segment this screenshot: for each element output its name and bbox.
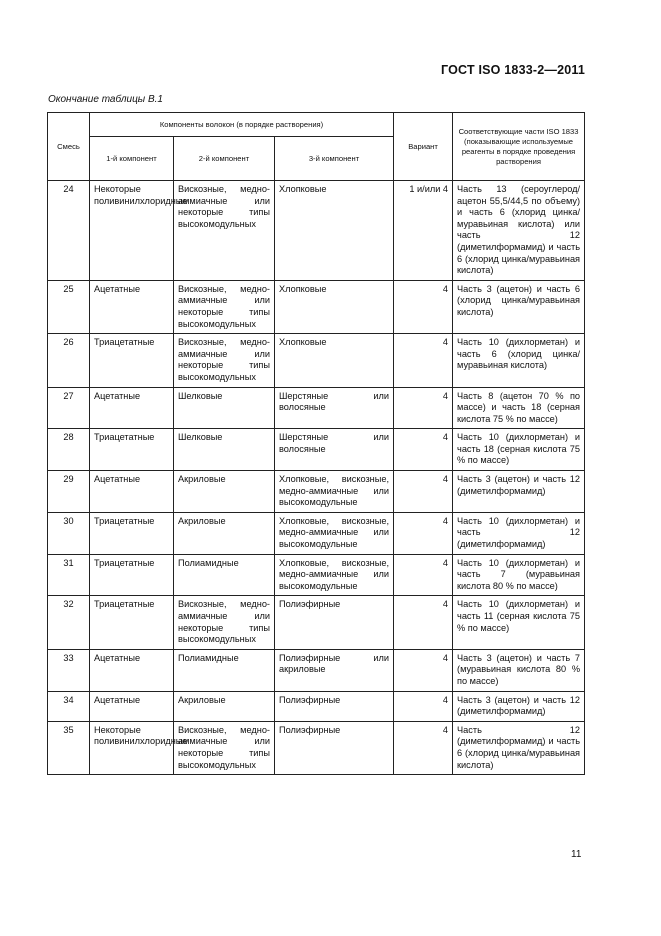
table-row	[48, 181, 585, 281]
mixture-number: 31	[48, 554, 90, 596]
variant: 4	[394, 691, 453, 721]
iso-parts: Часть 3 (ацетон) и часть 12 (диметилформамид)	[453, 471, 585, 513]
component-3: Хлопковые, вискозные, медно-аммиачные или высокомодульные	[275, 554, 394, 596]
iso-parts: Часть 10 (дихлорметан) и часть 12 (диметилформамид)	[453, 512, 585, 554]
component-2: Акриловые	[174, 471, 275, 513]
document-code: ГОСТ ISO 1833-2—2011	[440, 63, 585, 77]
variant: 4	[394, 721, 453, 774]
component-2: Вискозные, медно-аммиачные или некоторые типы высокомодульных	[174, 181, 275, 281]
table-row	[48, 280, 585, 333]
component-2: Вискозные, медно-аммиачные или некоторые типы высокомодульных	[174, 721, 275, 774]
component-1: Триацетатные	[90, 334, 174, 387]
variant: 4	[394, 429, 453, 471]
iso-parts: Часть 13 (сероуглерод/ацетон 55,5/44,5 по объему) и часть 6 (хлорид цинка/муравьиная кислота) или часть 12 (диметилформамид) и часть 6 (хлорид цинка/муравьиная кислота)	[453, 181, 585, 281]
component-2: Акриловые	[174, 512, 275, 554]
table-row	[48, 471, 585, 513]
mixture-number: 35	[48, 721, 90, 774]
mixture-number: 24	[48, 181, 90, 281]
component-2: Полиамидные	[174, 554, 275, 596]
mixture-number: 32	[48, 596, 90, 649]
mixture-number: 27	[48, 387, 90, 429]
component-3: Хлопковые, вискозные, медно-аммиачные или высокомодульные	[275, 471, 394, 513]
table-row	[48, 334, 585, 387]
component-3: Полиэфирные	[275, 596, 394, 649]
table-row	[48, 387, 585, 429]
variant: 4	[394, 387, 453, 429]
variant: 4	[394, 280, 453, 333]
component-1: Ацетатные	[90, 649, 174, 691]
table-row	[48, 512, 585, 554]
component-1: Триацетатные	[90, 596, 174, 649]
component-1: Некоторые поливинилхлоридные	[90, 721, 174, 774]
component-3: Хлопковые, вискозные, медно-аммиачные или высокомодульные	[275, 512, 394, 554]
component-1: Ацетатные	[90, 691, 174, 721]
mixture-number: 33	[48, 649, 90, 691]
component-2: Шелковые	[174, 387, 275, 429]
component-2: Вискозные, медно-аммиачные или некоторые типы высокомодульных	[174, 280, 275, 333]
header-components: Компоненты волокон (в порядке растворения)	[90, 113, 394, 137]
iso-parts: Часть 10 (дихлорметан) и часть 11 (серная кислота 75 % по массе)	[453, 596, 585, 649]
table-row	[48, 596, 585, 649]
variant: 4	[394, 512, 453, 554]
table-row	[48, 721, 585, 774]
table-row	[48, 429, 585, 471]
component-3: Полиэфирные	[275, 721, 394, 774]
mixture-number: 29	[48, 471, 90, 513]
mixture-number: 30	[48, 512, 90, 554]
iso-parts: Часть 8 (ацетон 70 % по массе) и часть 18 (серная кислота 75 % по массе)	[453, 387, 585, 429]
header-variant: Вариант	[394, 113, 453, 181]
table-row	[48, 649, 585, 691]
mixture-number: 28	[48, 429, 90, 471]
component-1: Триацетатные	[90, 554, 174, 596]
component-2: Вискозные, медно-аммиачные или некоторые типы высокомодульных	[174, 334, 275, 387]
component-2: Полиамидные	[174, 649, 275, 691]
iso-parts: Часть 3 (ацетон) и часть 6 (хлорид цинка/муравьиная кислота)	[453, 280, 585, 333]
iso-parts: Часть 10 (дихлорметан) и часть 7 (муравьиная кислота 80 % по массе)	[453, 554, 585, 596]
component-3: Шерстяные или волосяные	[275, 387, 394, 429]
component-1: Триацетатные	[90, 429, 174, 471]
component-2: Вискозные, медно-аммиачные или некоторые типы высокомодульных	[174, 596, 275, 649]
mixture-number: 34	[48, 691, 90, 721]
iso-parts: Часть 10 (дихлорметан) и часть 6 (хлорид цинка/муравьиная кислота)	[453, 334, 585, 387]
variant: 4	[394, 649, 453, 691]
component-3: Полиэфирные или акриловые	[275, 649, 394, 691]
page-number: 11	[571, 849, 582, 860]
table-row	[48, 691, 585, 721]
variant: 4	[394, 554, 453, 596]
component-3: Полиэфирные	[275, 691, 394, 721]
iso-parts: Часть 3 (ацетон) и часть 12 (диметилформамид)	[453, 691, 585, 721]
iso-parts: Часть 10 (дихлорметан) и часть 18 (серная кислота 75 % по массе)	[453, 429, 585, 471]
component-2: Шелковые	[174, 429, 275, 471]
component-1: Некоторые поливинилхлоридные	[90, 181, 174, 281]
variant: 1 и/или 4	[394, 181, 453, 281]
iso-parts: Часть 3 (ацетон) и часть 7 (муравьиная кислота 80 % по массе)	[453, 649, 585, 691]
table-caption: Окончание таблицы В.1	[48, 94, 163, 105]
mixture-number: 26	[48, 334, 90, 387]
header-component-1: 1-й компонент	[90, 137, 174, 181]
header-component-2: 2-й компонент	[174, 137, 275, 181]
header-component-3: 3-й компонент	[275, 137, 394, 181]
component-3: Хлопковые	[275, 334, 394, 387]
table-body	[48, 181, 585, 775]
component-3: Хлопковые	[275, 181, 394, 281]
table-row	[48, 554, 585, 596]
component-2: Акриловые	[174, 691, 275, 721]
header-iso-parts: Соответствующие части ISO 1833 (показывающие используемые реагенты в порядке проведения растворения	[453, 113, 585, 181]
mixture-number: 25	[48, 280, 90, 333]
component-1: Ацетатные	[90, 280, 174, 333]
header-mixture: Смесь	[48, 113, 90, 181]
component-1: Ацетатные	[90, 387, 174, 429]
variant: 4	[394, 596, 453, 649]
variant: 4	[394, 334, 453, 387]
component-1: Ацетатные	[90, 471, 174, 513]
component-1: Триацетатные	[90, 512, 174, 554]
variant: 4	[394, 471, 453, 513]
component-3: Хлопковые	[275, 280, 394, 333]
iso-parts: Часть 12 (диметилформамид) и часть 6 (хлорид цинка/муравьиная кислота)	[453, 721, 585, 774]
fiber-mixture-table	[47, 112, 585, 775]
component-3: Шерстяные или волосяные	[275, 429, 394, 471]
